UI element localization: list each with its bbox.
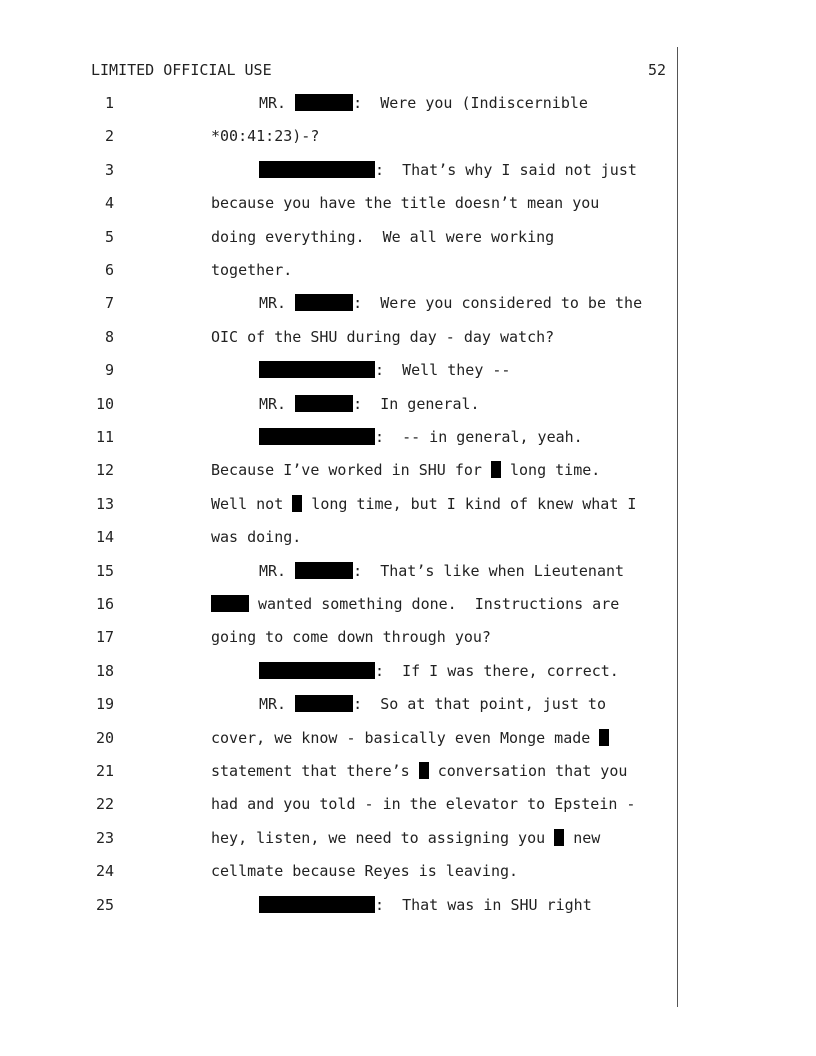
text-segment: new (564, 828, 601, 847)
transcript-line (0, 359, 680, 381)
redaction-box (211, 595, 249, 612)
line-number: 13 (95, 494, 114, 513)
text-segment: MR. (259, 695, 296, 714)
transcript-line (0, 626, 680, 648)
text-segment: MR. (259, 561, 296, 580)
line-text (259, 426, 583, 448)
text-segment: long time, but I kind of knew what I (302, 494, 637, 513)
transcript-line (0, 226, 680, 248)
text-segment: because you have the title doesn’t mean you (211, 194, 600, 213)
line-text (211, 793, 635, 815)
transcript-line (0, 660, 680, 682)
text-segment: MR. (259, 94, 296, 112)
text-segment: : That’s like when Lieutenant (353, 561, 625, 580)
line-text (259, 693, 606, 715)
line-number: 11 (95, 428, 114, 446)
transcript-line (0, 259, 680, 281)
transcript-line (0, 125, 680, 147)
text-segment: : Were you considered to be the (353, 294, 643, 313)
line-text (259, 660, 619, 682)
redaction-box (295, 562, 353, 579)
line-number: 12 (95, 461, 114, 480)
line-number: 2 (104, 127, 114, 146)
transcript-line (0, 560, 680, 582)
transcript-line (0, 426, 680, 448)
line-text (259, 92, 588, 114)
transcript-line (0, 727, 680, 749)
line-text (259, 560, 624, 582)
text-segment: was doing. (211, 528, 302, 547)
redaction-box (599, 729, 609, 746)
transcript-line (0, 760, 680, 782)
line-number: 18 (95, 661, 114, 680)
text-segment: : In general. (353, 394, 480, 413)
line-text (259, 894, 592, 916)
redaction-box (295, 94, 353, 111)
line-text (211, 727, 609, 749)
line-number: 1 (104, 94, 114, 112)
transcript-line (0, 593, 680, 615)
line-number: 22 (95, 795, 114, 814)
line-text (211, 459, 600, 481)
text-segment: wanted something done. Instructions are (249, 595, 620, 613)
line-text (211, 860, 518, 882)
line-number: 3 (104, 160, 114, 179)
line-number: 19 (95, 695, 114, 714)
text-segment: together. (211, 261, 293, 279)
line-number: 21 (95, 762, 114, 780)
text-segment: conversation that you (428, 762, 628, 780)
transcript-line (0, 326, 680, 348)
line-text (259, 292, 642, 314)
line-text (211, 125, 319, 147)
text-segment: : Well they -- (375, 361, 511, 380)
line-number: 4 (104, 194, 114, 213)
text-segment: : -- in general, yeah. (375, 428, 583, 446)
line-number: 16 (95, 595, 114, 613)
redaction-box (491, 461, 501, 478)
redaction-box (292, 495, 302, 512)
transcript-line (0, 192, 680, 214)
line-text (211, 626, 491, 648)
redaction-box (259, 428, 375, 445)
transcript-line (0, 793, 680, 815)
line-number: 24 (95, 862, 114, 881)
text-segment: *00:41:23)-? (211, 127, 320, 146)
line-text (211, 493, 636, 515)
redaction-box (259, 896, 375, 913)
transcript-line (0, 159, 680, 181)
line-number: 8 (104, 327, 114, 346)
redaction-box (259, 662, 375, 679)
text-segment: : So at that point, just to (353, 695, 606, 714)
text-segment: OIC of the SHU during day - day watch? (211, 327, 555, 346)
redaction-box (295, 695, 353, 712)
text-segment: : That was in SHU right (375, 895, 592, 914)
text-segment: long time. (500, 461, 601, 480)
transcript-line (0, 459, 680, 481)
transcript-line (0, 526, 680, 548)
transcript-line (0, 92, 680, 114)
line-text (211, 192, 599, 214)
line-number: 14 (95, 528, 114, 547)
line-text (211, 593, 619, 615)
text-segment: going to come down through you? (211, 628, 491, 647)
line-text (211, 827, 600, 849)
redaction-box (295, 395, 353, 412)
redaction-box (295, 294, 353, 311)
line-number: 20 (95, 728, 114, 747)
line-number: 6 (104, 261, 114, 279)
text-segment: cover, we know - basically even Monge made (211, 728, 600, 747)
transcript-line (0, 693, 680, 715)
redaction-box (419, 762, 429, 779)
text-segment: had and you told - in the elevator to Epstein - (211, 795, 636, 814)
line-text (259, 393, 480, 415)
header-classification: LIMITED OFFICIAL USE (91, 61, 272, 79)
line-number: 10 (95, 394, 114, 413)
line-text (211, 226, 554, 248)
line-number: 23 (95, 828, 114, 847)
text-segment: Because I’ve worked in SHU for (211, 461, 491, 480)
line-text (259, 159, 637, 181)
line-number: 25 (95, 895, 114, 914)
text-segment: hey, listen, we need to assigning you (211, 828, 555, 847)
line-number: 17 (95, 628, 114, 647)
line-text (211, 326, 554, 348)
text-segment: doing everything. We all were working (211, 227, 555, 246)
line-number: 9 (104, 361, 114, 380)
line-text (259, 359, 510, 381)
text-segment: Well not (211, 494, 293, 513)
line-text (211, 526, 301, 548)
redaction-box (259, 161, 375, 178)
redaction-box (259, 361, 375, 378)
page-number: 52 (647, 61, 666, 79)
line-number: 15 (95, 561, 114, 580)
line-number: 5 (104, 227, 114, 246)
transcript-line (0, 292, 680, 314)
transcript-line (0, 894, 680, 916)
text-segment: statement that there’s (211, 762, 419, 780)
text-segment: : Were you (Indiscernible (353, 94, 588, 112)
line-text (211, 760, 627, 782)
text-segment: : If I was there, correct. (375, 661, 619, 680)
transcript-line (0, 493, 680, 515)
text-segment: : That’s why I said not just (375, 160, 637, 179)
redaction-box (554, 829, 564, 846)
transcript-line (0, 393, 680, 415)
text-segment: MR. (259, 394, 296, 413)
text-segment: cellmate because Reyes is leaving. (211, 862, 519, 881)
line-text (211, 259, 292, 281)
transcript-line (0, 860, 680, 882)
text-segment: MR. (259, 294, 296, 313)
transcript-line (0, 827, 680, 849)
line-number: 7 (104, 294, 114, 313)
